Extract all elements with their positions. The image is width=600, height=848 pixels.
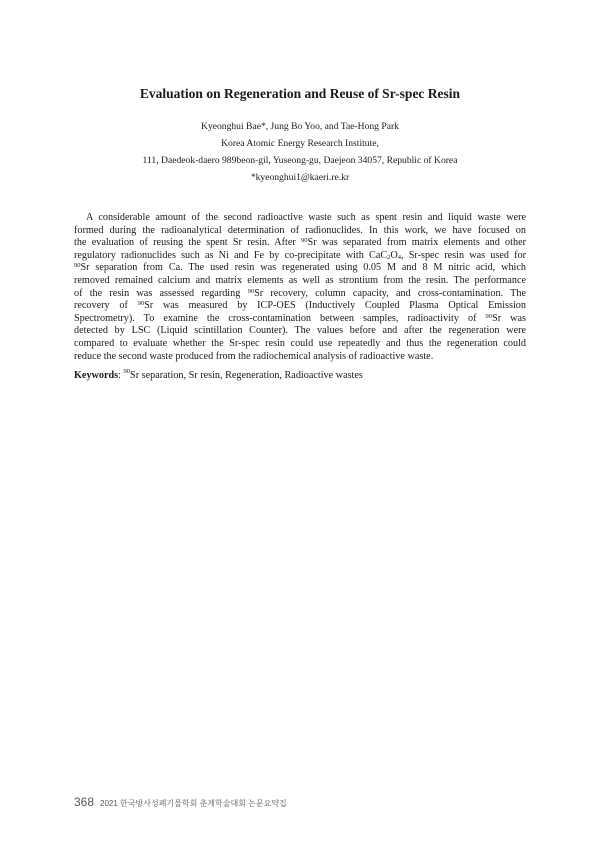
abstract bbox=[74, 212, 526, 363]
abstract-line: A considerable amount of the second radioactive waste such as spent resin and liquid waste were bbox=[86, 212, 526, 223]
email: *kyeonghui1@kaeri.re.kr bbox=[250, 172, 350, 183]
abstract-line: $^{90}$Sr separation from Ca. The used resin was regenerated using 0.05 M and 8 M nitric acid, which bbox=[74, 262, 526, 274]
footer-text: 2021 한국방사성폐기물학회 춘계학술대회 논문요약집 bbox=[100, 799, 287, 808]
abstract-line: removed remained calcium and matrix elements as well as strontium from the resin. The performance bbox=[74, 274, 526, 286]
abstract-line: Spectrometry). To examine the cross-contamination between samples, radioactivity of $^{90}$Sr was bbox=[74, 312, 526, 324]
abstract-line: regulatory radionuclides such as Ni and Fe by co-precipitate with $CaC_2O_4$, Sr-spec resin was used for bbox=[74, 249, 526, 261]
page-footer bbox=[74, 793, 287, 811]
authors: Kyeonghui Bae*, Jung Bo Yoo, and Tae-Hong Park bbox=[201, 121, 399, 132]
abstract-line: detected by LSC (Liquid scintillation Counter). The values before and after the regeneration were bbox=[74, 325, 526, 337]
abstract-line: the evaluation of reusing the spent Sr resin. After $^{90}$Sr was separated from matrix elements and other bbox=[74, 237, 526, 249]
abstract-line: compared to evaluate whether the Sr-spec resin could use repeatedly and thus the regeneration could bbox=[74, 337, 526, 349]
affiliation: Korea Atomic Energy Research Institute, bbox=[221, 138, 379, 149]
address: 111, Daedeok-daero 989beon-gil, Yuseong-gu, Daejeon 34057, Republic of Korea bbox=[142, 155, 458, 166]
page-number: 368 bbox=[74, 795, 95, 809]
keywords-label: Keywords bbox=[74, 370, 119, 381]
paper-title: Evaluation on Regeneration and Reuse of Sr-spec Resin bbox=[139, 86, 461, 101]
keywords-text: Sr separation, Sr resin, Regeneration, Radioactive wastes bbox=[130, 370, 363, 381]
keywords: Keywords: $^{90}$Sr separation, Sr resin, Regeneration, Radioactive wastes bbox=[74, 368, 363, 381]
abstract-line: recovery of $^{90}$Sr was measured by ICP-OES (Inductively Coupled Plasma Optical Emission bbox=[74, 300, 526, 312]
abstract-line: of the resin was assessed regarding $^{90}$Sr recovery, column capacity, and cross-contamination. The bbox=[74, 287, 526, 299]
abstract-line: formed during the radioanalytical determination of radionuclides. In this work, we have focused on bbox=[74, 224, 526, 236]
abstract-line: reduce the second waste produced from the radiochemical analysis of radioactive waste. bbox=[74, 350, 434, 362]
